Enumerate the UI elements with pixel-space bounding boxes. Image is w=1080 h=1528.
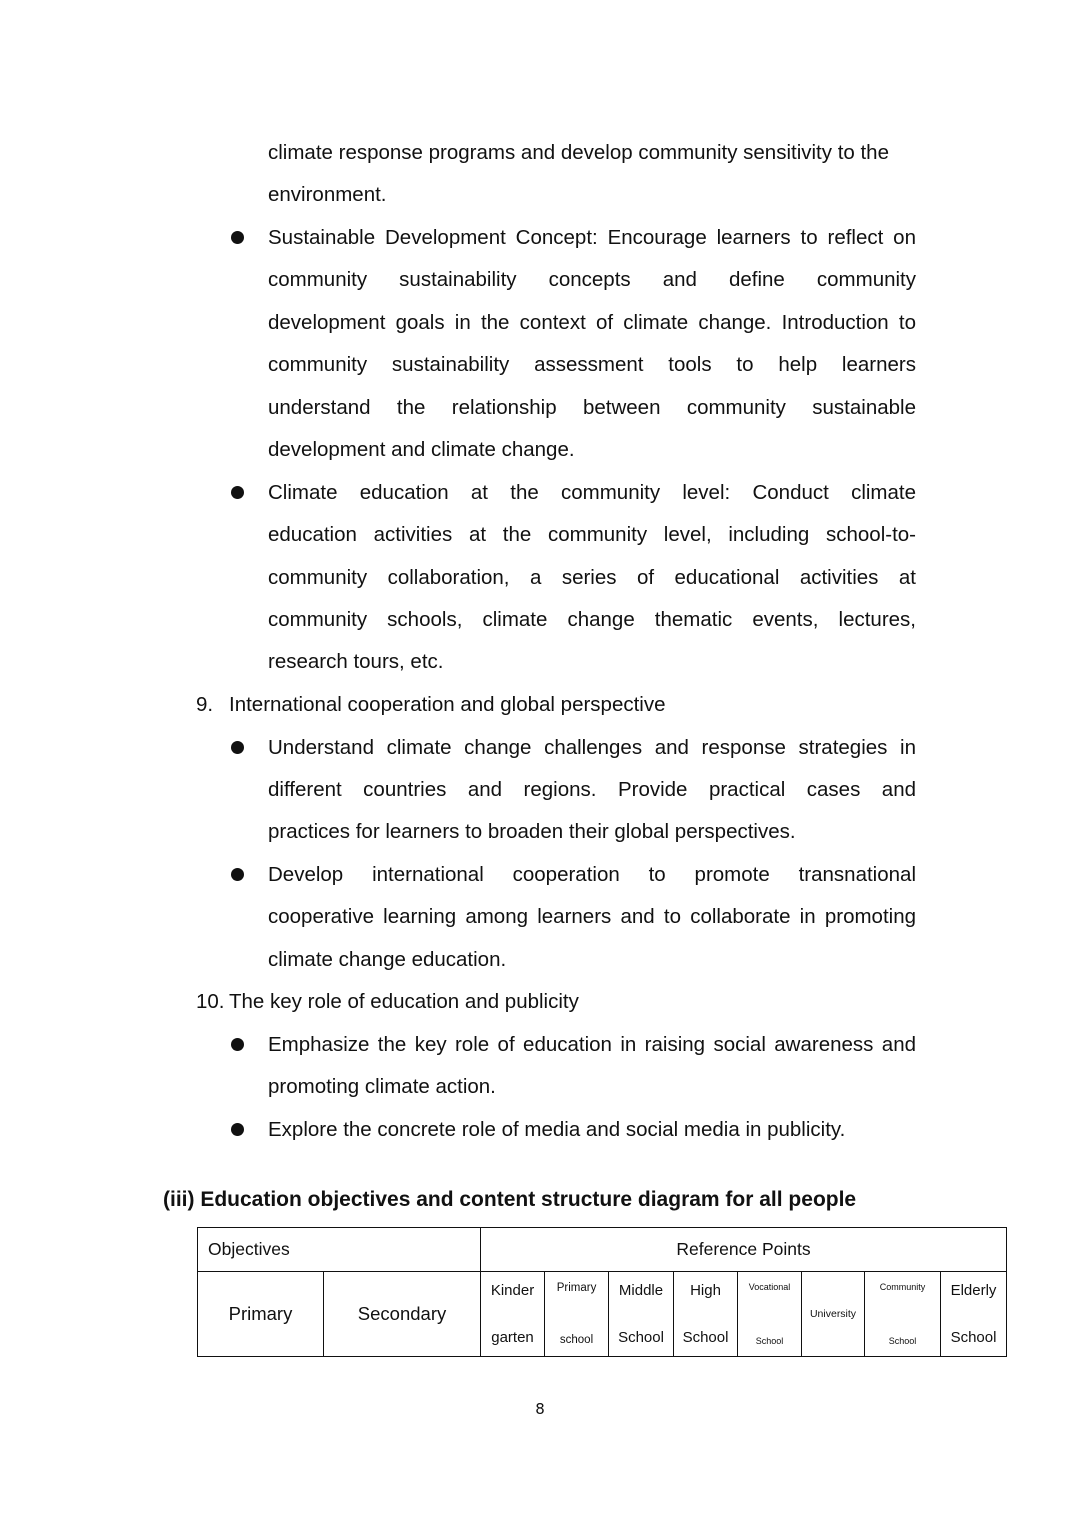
table-cell-primary: Primary: [198, 1272, 324, 1357]
paragraph-line: understand the relationship between community sustainable: [268, 396, 916, 419]
objectives-table: [197, 1227, 1007, 1357]
paragraph-line: community schools, climate change thematic events, lectures,: [268, 608, 916, 631]
bullet-dot-icon: [231, 1123, 244, 1136]
cell-text: Community: [879, 1282, 926, 1292]
paragraph-line: research tours, etc.: [268, 650, 444, 673]
paragraph-line: development and climate change.: [268, 438, 575, 461]
cell-text: School: [682, 1329, 729, 1346]
table-cell-community-school: [865, 1272, 941, 1357]
table-header-reference-points: Reference Points: [481, 1228, 1007, 1272]
paragraph-line: community collaboration, a series of educational activities at: [268, 566, 916, 589]
paragraph-line: different countries and regions. Provide practical cases and: [268, 778, 916, 801]
list-number: 9.: [196, 693, 214, 716]
list-item-title: International cooperation and global perspective: [229, 693, 666, 716]
paragraph-line: Climate education at the community level: Conduct climate: [268, 481, 916, 504]
cell-text: School: [618, 1329, 664, 1346]
table-cell-primary-school: [545, 1272, 609, 1357]
paragraph-line: climate response programs and develop community sensitivity to the: [268, 141, 889, 164]
table-cell-high-school: [674, 1272, 738, 1357]
paragraph-line: climate change education.: [268, 948, 507, 971]
paragraph-line: environment.: [268, 183, 387, 206]
paragraph-line: Develop international cooperation to promote transnational: [268, 863, 916, 886]
bullet-dot-icon: [231, 741, 244, 754]
table-cell-university: University: [802, 1272, 865, 1357]
cell-text: High: [690, 1282, 721, 1299]
bullet-dot-icon: [231, 231, 244, 244]
cell-text: School: [950, 1329, 997, 1346]
bullet-dot-icon: [231, 868, 244, 881]
cell-text: Middle: [618, 1282, 664, 1299]
cell-text: School: [755, 1336, 784, 1346]
paragraph-line: cooperative learning among learners and to collaborate in promoting: [268, 905, 916, 928]
paragraph-line: Emphasize the key role of education in raising social awareness and: [268, 1033, 916, 1056]
list-item-title: The key role of education and publicity: [229, 990, 579, 1013]
cell-text: School: [888, 1336, 917, 1346]
bullet-dot-icon: [231, 1038, 244, 1051]
table-cell-elderly-school: [941, 1272, 1007, 1357]
page-number: 8: [535, 1400, 545, 1418]
cell-text: garten: [491, 1329, 534, 1346]
paragraph-line: education activities at the community level, including school-to-: [268, 523, 916, 546]
table-header-objectives: Objectives: [198, 1228, 481, 1272]
table-cell-secondary: Secondary: [324, 1272, 481, 1357]
table-cell-kindergarten: [481, 1272, 545, 1357]
paragraph-line: development goals in the context of climate change. Introduction to: [268, 311, 916, 334]
paragraph-line: promoting climate action.: [268, 1075, 496, 1098]
bullet-dot-icon: [231, 486, 244, 499]
cell-text: school: [559, 1334, 594, 1346]
cell-text: Vocational: [748, 1282, 791, 1292]
cell-text: Elderly: [950, 1282, 997, 1299]
section-heading: (iii) Education objectives and content structure diagram for all people: [163, 1188, 857, 1211]
paragraph-line: community sustainability concepts and define community: [268, 268, 916, 291]
paragraph-line: Sustainable Development Concept: Encourage learners to reflect on: [268, 226, 916, 249]
paragraph-line: Understand climate change challenges and response strategies in: [268, 736, 916, 759]
table-cell-vocational-school: [738, 1272, 802, 1357]
cell-text: Primary: [556, 1282, 597, 1294]
list-number: 10.: [196, 990, 225, 1013]
table-cell-middle-school: [609, 1272, 674, 1357]
paragraph-line: community sustainability assessment tools to help learners: [268, 353, 916, 376]
cell-text: Kinder: [490, 1282, 535, 1299]
paragraph-line: Explore the concrete role of media and social media in publicity.: [268, 1118, 846, 1141]
paragraph-line: practices for learners to broaden their global perspectives.: [268, 820, 796, 843]
